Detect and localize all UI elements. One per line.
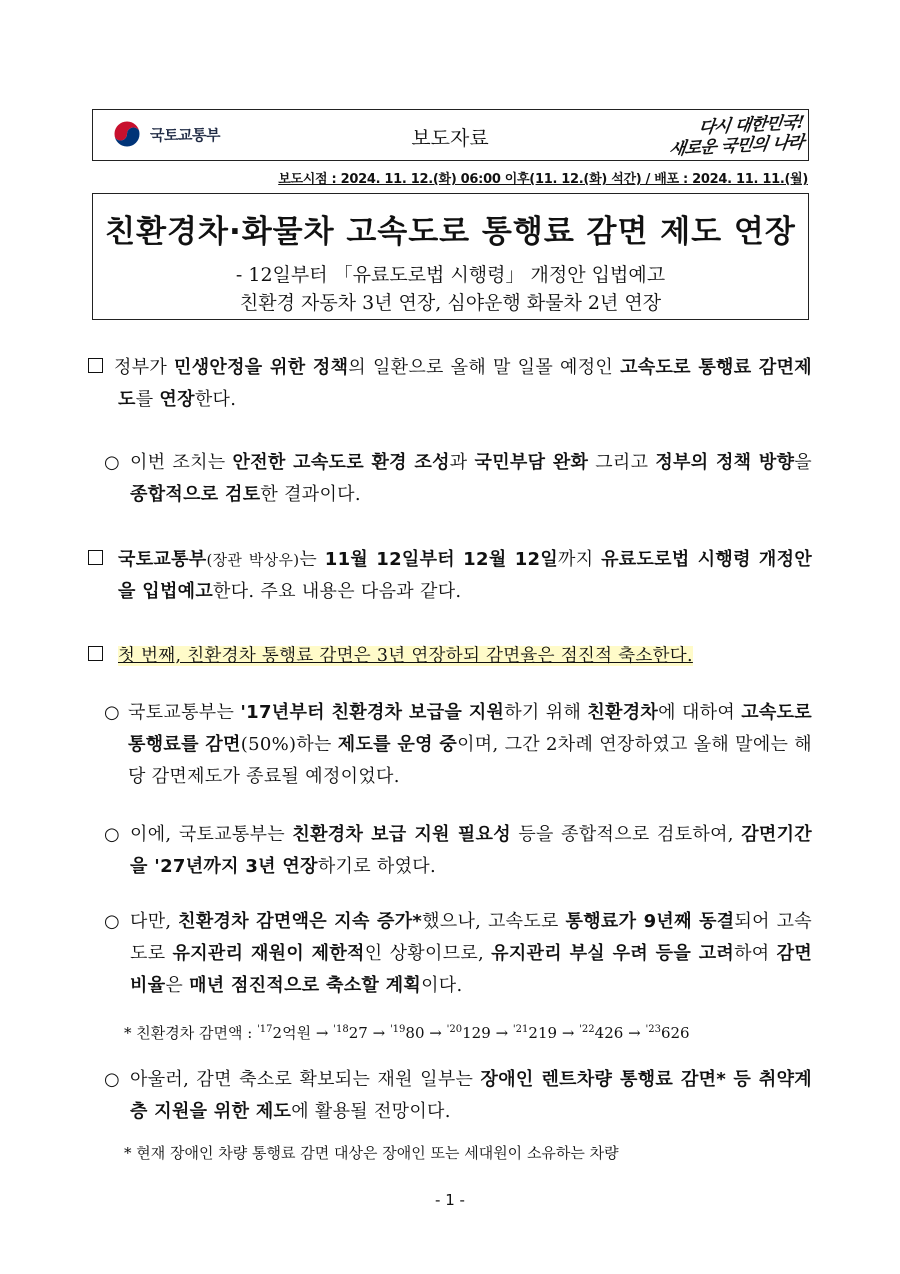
paragraph-7: 다만, 친환경차 감면액은 지속 증가*했으나, 고속도로 통행료가 9년째 동결되어 고속도로 유지관리 재원이 제한적인 상황이므로, 유지관리 부실 우려 등을 고려하여 감면 비율은 매년 점진적으로 축소할 계획이다.	[130, 911, 813, 996]
page-number: - 1 -	[435, 1191, 465, 1209]
square-bullet-icon	[88, 352, 103, 384]
paragraph-6: 이에, 국토교통부는 친환경차 보급 지원 필요성 등을 종합적으로 검토하여, 감면기간을 '27년까지 3년 연장하기로 하였다.	[130, 824, 812, 877]
footnote-disability-vehicles: * 현재 장애인 차량 통행료 감면 대상은 장애인 또는 세대원이 소유하는 차량	[124, 1144, 619, 1162]
paragraph-1: 정부가 민생안정을 위한 정책의 일환으로 올해 말 일몰 예정인 고속도로 통행료 감면제도를 연장한다.	[114, 357, 812, 410]
press-release-label: 보도자료	[411, 126, 489, 150]
slogan-handwriting	[638, 112, 805, 160]
slogan-line-1: 다시 대한민국!	[697, 112, 805, 139]
circle-bullet-icon: ○	[104, 911, 120, 932]
paragraph-5: 국토교통부는 '17년부터 친환경차 보급을 지원하기 위해 친환경차에 대하여 고속도로 통행료를 감면(50%)하는 제도를 운영 중이며, 그간 2차례 연장하였고 올해 말에는 해당 감면제도가 종료될 예정이었다.	[128, 702, 812, 787]
circle-bullet-icon: ○	[104, 1069, 120, 1090]
square-bullet-icon	[88, 544, 103, 576]
ministry-logo-text: 국토교통부	[150, 126, 220, 144]
paragraph-3: 국토교통부(장관 박상우)는 11월 12일부터 12월 12일까지 유료도로법 시행령 개정안을 입법예고한다. 주요 내용은 다음과 같다.	[118, 549, 813, 602]
paragraph-8: 아울러, 감면 축소로 확보되는 재원 일부는 장애인 렌트차량 통행료 감면* 등 취약계층 지원을 위한 제도에 활용될 전망이다.	[130, 1069, 812, 1122]
taegeuk-emblem-icon	[110, 117, 144, 151]
circle-bullet-icon: ○	[104, 824, 120, 845]
release-timing: 보도시점 : 2024. 11. 12.(화) 06:00 이후(11. 12.(화) 석간) / 배포 : 2024. 11. 11.(월)	[278, 172, 808, 187]
circle-bullet-icon: ○	[104, 702, 120, 723]
subtitle-2: 친환경 자동차 3년 연장, 심야운행 화물차 2년 연장	[239, 292, 662, 314]
footnote-reduction-amounts: * 친환경차 감면액 : $^{'17}$2억원 → $^{'18}$27 → $^{'19}$80 → $^{'20}$129 → $^{'21}$219 → $^{'22}$426 → $^{'23}$626	[124, 1024, 690, 1042]
page-title: 친환경차·화물차 고속도로 통행료 감면 제도 연장	[105, 214, 796, 250]
square-bullet-icon	[88, 640, 103, 672]
paragraph-2: 이번 조치는 안전한 고속도로 환경 조성과 국민부담 완화 그리고 정부의 정책 방향을 종합적으로 검토한 결과이다.	[130, 452, 812, 505]
subtitle-1: - 12일부터 「유료도로법 시행령」 개정안 입법예고	[235, 264, 666, 286]
section-heading-1: 첫 번째, 친환경차 통행료 감면은 3년 연장하되 감면율은 점진적 축소한다.	[118, 646, 693, 666]
circle-bullet-icon: ○	[104, 452, 120, 473]
slogan-line-2: 새로운 국민의 나라	[667, 132, 805, 160]
